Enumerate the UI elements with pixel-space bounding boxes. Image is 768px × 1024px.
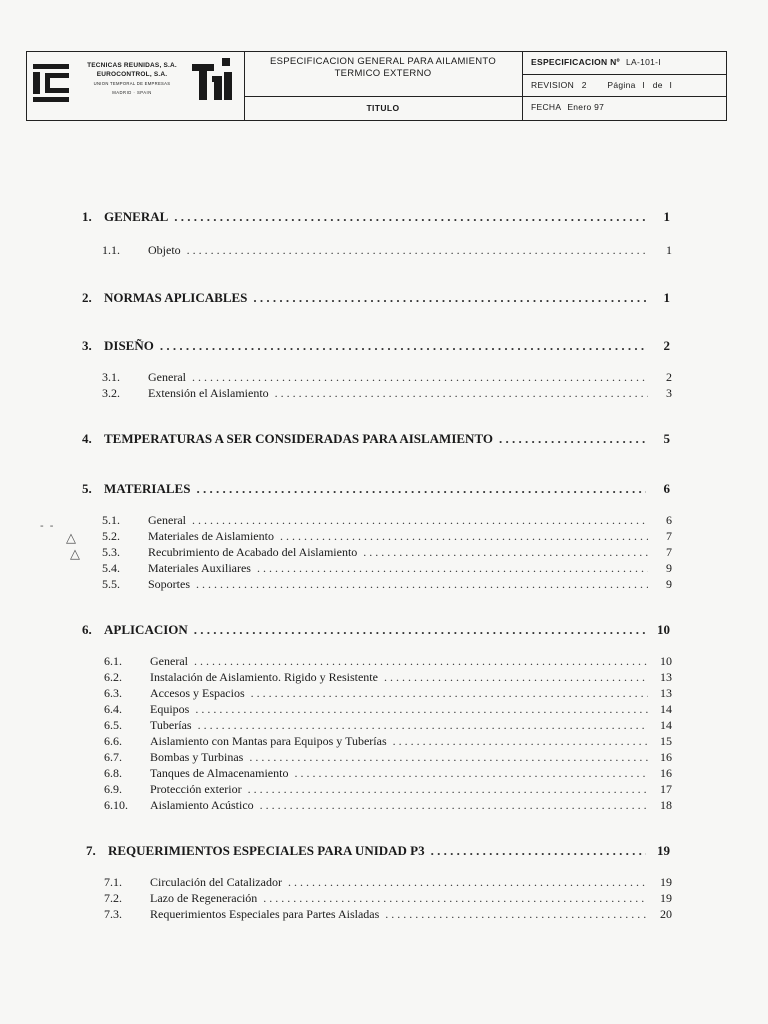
toc-title: GENERAL — [104, 209, 169, 224]
toc-page-number: 7 — [666, 529, 672, 543]
toc-subsection — [102, 529, 672, 544]
toc-number: 6.10. — [104, 798, 128, 812]
toc-number: 6.9. — [104, 782, 122, 796]
toc-title: Bombas y Turbinas — [150, 750, 244, 764]
toc-page-number: 18 — [660, 798, 672, 812]
toc-title: General — [148, 370, 186, 384]
toc-page-number: 1 — [663, 209, 670, 224]
toc-number: 7. — [86, 843, 96, 858]
page-value: I — [642, 80, 646, 90]
toc-subsection — [102, 370, 672, 385]
toc-subsection — [104, 734, 672, 749]
toc-number: 6.5. — [104, 718, 122, 732]
page-label: Página — [607, 80, 636, 90]
toc-page-number: 10 — [657, 622, 670, 637]
toc-leader — [294, 766, 648, 781]
toc-page-number: 3 — [666, 386, 672, 400]
toc-page-number: 1 — [663, 290, 670, 305]
margin-annotation: - - — [40, 520, 54, 532]
toc-number: 5. — [82, 481, 92, 496]
toc-title: Lazo de Regeneración — [150, 891, 258, 905]
toc-number: 7.1. — [104, 875, 122, 889]
toc-leader — [280, 529, 648, 544]
toc-title: Extensión el Aislamiento — [148, 386, 269, 400]
company-line-3: UNION TEMPORAL DE EMPRESAS — [93, 81, 171, 86]
toc-title: Circulación del Catalizador — [150, 875, 282, 889]
toc-title: APLICACION — [104, 622, 188, 637]
toc-page-number: 2 — [666, 370, 672, 384]
toc-number: 6.8. — [104, 766, 122, 780]
toc-leader — [385, 907, 648, 922]
toc-subsection — [104, 750, 672, 765]
toc-page-number: 14 — [660, 718, 672, 732]
toc-leader — [198, 718, 648, 733]
toc-subsection — [102, 513, 672, 528]
toc-section — [82, 431, 670, 447]
toc-number: 6.4. — [104, 702, 122, 716]
toc-number: 6.7. — [104, 750, 122, 764]
toc-title: NORMAS APLICABLES — [104, 290, 248, 305]
toc-leader — [192, 513, 648, 528]
toc-page-number: 9 — [666, 561, 672, 575]
toc-leader — [384, 670, 648, 685]
toc-number: 3.1. — [102, 370, 120, 384]
toc-title: General — [150, 654, 188, 668]
page-total: I — [669, 80, 673, 90]
toc-title: Protección exterior — [150, 782, 242, 796]
toc-leader — [249, 750, 648, 765]
toc-page-number: 19 — [657, 843, 670, 858]
toc-page-number: 13 — [660, 670, 672, 684]
company-line-1: TECNICAS REUNIDAS, S.A. — [87, 62, 177, 69]
toc-section — [86, 843, 670, 859]
revision-label: REVISION — [531, 80, 575, 90]
toc-page-number: 7 — [666, 545, 672, 559]
spec-number-value: LA-101-I — [625, 57, 661, 67]
toc-number: 5.1. — [102, 513, 120, 527]
toc-leader — [194, 622, 646, 638]
toc-title: MATERIALES — [104, 481, 191, 496]
toc-number: 3.2. — [102, 386, 120, 400]
toc-leader — [257, 561, 648, 576]
toc-leader — [288, 875, 648, 890]
toc-page-number: 10 — [660, 654, 672, 668]
toc-leader — [253, 290, 646, 306]
toc-title: REQUERIMIENTOS ESPECIALES PARA UNIDAD P3 — [108, 843, 425, 858]
toc-number: 5.5. — [102, 577, 120, 591]
toc-number: 6. — [82, 622, 92, 637]
toc-title: Requerimientos Especiales para Partes Aisladas — [150, 907, 380, 921]
toc-subsection — [104, 702, 672, 717]
company-line-4: MADRID · SPAIN — [112, 90, 152, 95]
toc-title: DISEÑO — [104, 338, 154, 353]
toc-leader — [275, 386, 648, 401]
toc-section — [82, 209, 670, 225]
toc-title: Materiales de Aislamiento — [148, 529, 274, 543]
toc-leader — [160, 338, 646, 354]
toc-leader — [195, 702, 648, 717]
toc-subsection — [102, 243, 672, 258]
toc-page-number: 19 — [660, 875, 672, 889]
toc-number: 6.2. — [104, 670, 122, 684]
toc-number: 1. — [82, 209, 92, 224]
toc-leader — [393, 734, 648, 749]
toc-leader — [363, 545, 648, 560]
toc-leader — [196, 481, 646, 497]
toc-leader — [499, 431, 646, 447]
toc-subsection — [104, 782, 672, 797]
toc-leader — [196, 577, 648, 592]
spec-title-line-1: ESPECIFICACION GENERAL PARA AILAMIENTO — [269, 56, 497, 67]
toc-page-number: 17 — [660, 782, 672, 796]
toc-leader — [260, 798, 648, 813]
toc-page-number: 5 — [663, 431, 670, 446]
spec-number-label: ESPECIFICACION Nº — [531, 57, 620, 67]
toc-page-number: 19 — [660, 891, 672, 905]
revision-triangle-icon: △ — [70, 546, 80, 561]
revision-triangle-icon: △ — [66, 530, 76, 545]
toc-number: 7.2. — [104, 891, 122, 905]
toc-title: Aislamiento con Mantas para Equipos y Tuberías — [150, 734, 387, 748]
toc-leader — [251, 686, 648, 701]
toc-page-number: 15 — [660, 734, 672, 748]
toc-subsection — [104, 766, 672, 781]
toc-subsection — [102, 561, 672, 576]
toc-leader — [192, 370, 648, 385]
toc-section — [82, 481, 670, 497]
toc-title: Recubrimiento de Acabado del Aislamiento — [148, 545, 358, 559]
revision-value: 2 — [581, 80, 587, 90]
toc-title: General — [148, 513, 186, 527]
toc-title: Equipos — [150, 702, 190, 716]
toc-page-number: 16 — [660, 766, 672, 780]
toc-subsection — [104, 875, 672, 890]
spec-title-line-2: TERMICO EXTERNO — [334, 68, 432, 79]
toc-subsection — [102, 386, 672, 401]
toc-page-number: 9 — [666, 577, 672, 591]
date-value: Enero 97 — [567, 102, 605, 112]
titulo-label: TITULO — [366, 103, 400, 113]
toc-number: 3. — [82, 338, 92, 353]
toc-page-number: 20 — [660, 907, 672, 921]
toc-leader — [431, 843, 646, 859]
toc-subsection — [104, 891, 672, 906]
date-label: FECHA — [531, 102, 562, 112]
toc-page-number: 13 — [660, 686, 672, 700]
toc-page-number: 16 — [660, 750, 672, 764]
toc-title: Tanques de Almacenamiento — [150, 766, 289, 780]
toc-leader — [187, 243, 648, 258]
toc-section — [82, 622, 670, 638]
toc-subsection — [102, 577, 672, 592]
toc-page-number: 6 — [666, 513, 672, 527]
toc-leader — [194, 654, 648, 669]
toc-title: Tuberías — [150, 718, 192, 732]
toc-title: TEMPERATURAS A SER CONSIDERADAS PARA AISLAMIENTO — [104, 431, 493, 446]
toc-subsection — [102, 545, 672, 560]
toc-subsection — [104, 686, 672, 701]
toc-number: 6.1. — [104, 654, 122, 668]
toc-number: 2. — [82, 290, 92, 305]
toc-number: 5.2. — [102, 529, 120, 543]
toc-section — [82, 290, 670, 306]
toc-title: Soportes — [148, 577, 190, 591]
toc-number: 1.1. — [102, 243, 120, 257]
toc-number: 5.3. — [102, 545, 120, 559]
toc-page-number: 1 — [666, 243, 672, 257]
toc-number: 7.3. — [104, 907, 122, 921]
toc-title: Objeto — [148, 243, 181, 257]
toc-subsection — [104, 907, 672, 922]
toc-title: Instalación de Aislamiento. Rigido y Resistente — [150, 670, 378, 684]
toc-subsection — [104, 718, 672, 733]
toc-leader — [174, 209, 646, 225]
toc-subsection — [104, 654, 672, 669]
toc-number: 6.6. — [104, 734, 122, 748]
toc-page-number: 14 — [660, 702, 672, 716]
toc-number: 6.3. — [104, 686, 122, 700]
toc-title: Materiales Auxiliares — [148, 561, 251, 575]
page-of-label: de — [652, 80, 663, 90]
company-line-2: EUROCONTROL, S.A. — [96, 71, 168, 78]
toc-number: 5.4. — [102, 561, 120, 575]
toc-subsection — [104, 670, 672, 685]
toc-section — [82, 338, 670, 354]
toc-number: 4. — [82, 431, 92, 446]
toc-page-number: 6 — [663, 481, 670, 496]
toc-page-number: 2 — [663, 338, 670, 353]
toc-leader — [248, 782, 648, 797]
toc-title: Accesos y Espacios — [150, 686, 245, 700]
toc-title: Aislamiento Acústico — [150, 798, 254, 812]
toc-subsection — [104, 798, 672, 813]
toc-leader — [263, 891, 648, 906]
